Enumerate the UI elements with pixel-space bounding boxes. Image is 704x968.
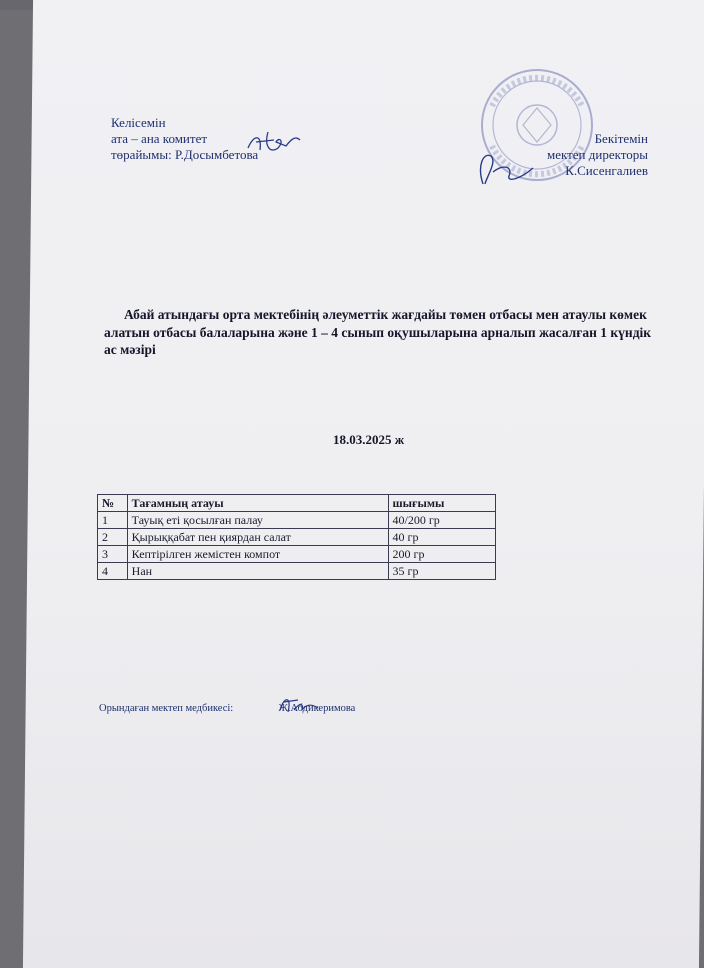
table-row [98,512,496,529]
row-dish: Кептірілген жемістен компот [127,546,388,563]
approved-block [518,131,648,179]
nurse-name: Ж.Абдикеримова [278,703,356,714]
menu-table [97,494,496,580]
approved-line-3: К.Сисенгалиев [565,163,648,178]
row-dish: Қырыққабат пен қиярдан салат [127,529,388,546]
row-yield: 35 гр [388,563,495,580]
row-dish: Нан [127,563,388,580]
table-row [98,563,496,580]
table-header-row [98,495,496,512]
agreed-block [111,115,258,163]
row-yield: 40 гр [388,529,495,546]
row-yield: 200 гр [388,546,495,563]
agreed-line-3: төрайымы: Р.Досымбетова [111,147,259,162]
menu-date: 18.03.2025 ж [333,432,405,447]
row-dish: Тауық еті қосылған палау [127,512,388,529]
row-number: 3 [98,546,128,563]
footer-prefix: Орындаған мектеп медбикесі: [99,703,234,714]
table-row [98,529,496,546]
header-yield: шығымы [388,495,495,512]
nurse-signature [276,692,322,718]
header-number: № [98,495,128,512]
table-row [98,546,496,563]
row-number: 2 [98,529,128,546]
header-dish-name: Тағамның атауы [127,495,388,512]
parent-committee-signature [244,128,304,162]
approved-line-2: мектеп директоры [546,147,648,162]
agreed-line-2: ата – ана комитет [111,131,208,146]
row-number: 1 [98,512,128,529]
row-yield: 40/200 гр [388,512,495,529]
row-number: 4 [98,563,128,580]
approved-line-1: Бекітемін [594,131,648,146]
menu-title: Абай атындағы орта мектебінің әлеуметтік жағдайы төмен отбасы мен атаулы көмек алатын отбасы балаларына және 1 – 4 сынып оқушыларына арналып жасалған 1 күндік ас мәзірі [104,307,652,357]
agreed-line-1: Келісемін [111,115,166,130]
